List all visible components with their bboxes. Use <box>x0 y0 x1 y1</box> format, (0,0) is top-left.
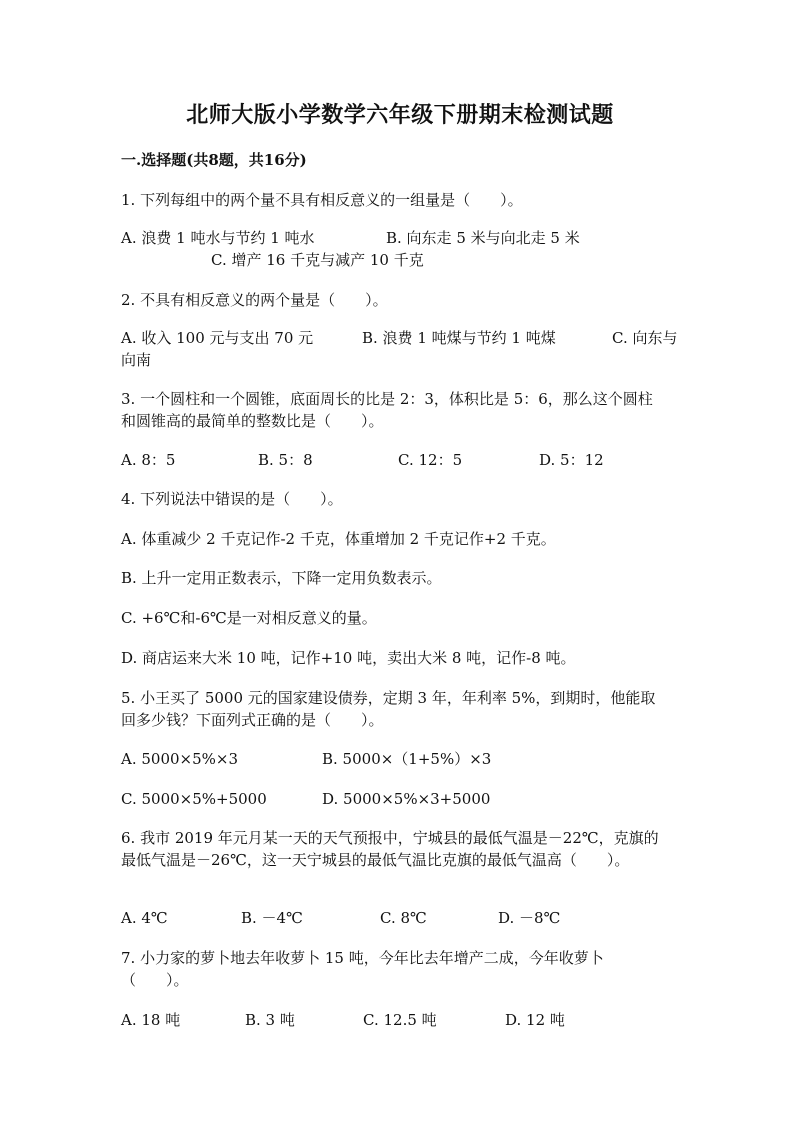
question-3-stem-line-2: 和圆锥高的最简单的整数比是（ ）。 <box>121 412 384 430</box>
question-5-stem-line-2: 回多少钱？下面列式正确的是（ ）。 <box>121 711 384 729</box>
question-1-option-b: B. 向东走 5 米与向北走 5 米 <box>386 229 580 247</box>
question-4-option-b: B. 上升一定用正数表示，下降一定用负数表示。 <box>121 569 442 587</box>
question-5-stem-line-1: 5. 小王买了 5000 元的国家建设债券，定期 3 年，年利率 5%，到期时，他能取 <box>121 689 656 707</box>
question-3-option-c: C. 12：5 <box>398 451 463 469</box>
question-2-stem: 2. 不具有相反意义的两个量是（ ）。 <box>121 291 388 309</box>
question-6-option-c: C. 8℃ <box>380 909 427 927</box>
question-5-option-b: B. 5000×（1+5%）×3 <box>322 750 492 768</box>
question-7-stem-line-2: （ ）。 <box>121 971 189 989</box>
question-4-option-d: D. 商店运来大米 10 吨，记作+10 吨，卖出大米 8 吨，记作-8 吨。 <box>121 649 576 667</box>
question-6-stem-line-2: 最低气温是－26℃，这一天宁城县的最低气温比克旗的最低气温高（ ）。 <box>121 851 630 869</box>
exam-title: 北师大版小学数学六年级下册期末检测试题 <box>186 102 614 128</box>
question-1-option-c: C. 增产 16 千克与减产 10 千克 <box>211 251 424 269</box>
question-7-option-a: A. 18 吨 <box>121 1011 181 1029</box>
question-4-option-a: A. 体重减少 2 千克记作-2 千克，体重增加 2 千克记作+2 千克。 <box>121 530 556 548</box>
question-7-stem-line-1: 7. 小力家的萝卜地去年收萝卜 15 吨，今年比去年增产二成，今年收萝卜 <box>121 949 604 967</box>
question-4-option-c: C. +6℃和-6℃是一对相反意义的量。 <box>121 609 377 627</box>
question-7-option-c: C. 12.5 吨 <box>363 1011 437 1029</box>
question-6-option-b: B. －4℃ <box>241 909 303 927</box>
question-2-option-c: C. 向东与 <box>612 329 678 347</box>
question-2-option-b: B. 浪费 1 吨煤与节约 1 吨煤 <box>362 329 556 347</box>
question-1-stem: 1. 下列每组中的两个量不具有相反意义的一组量是（ ）。 <box>121 191 523 209</box>
question-2-option-a: A. 收入 100 元与支出 70 元 <box>121 329 314 347</box>
question-5-option-d: D. 5000×5%×3+5000 <box>322 790 491 808</box>
question-3-option-a: A. 8：5 <box>121 451 176 469</box>
question-7-option-b: B. 3 吨 <box>245 1011 295 1029</box>
question-5-option-a: A. 5000×5%×3 <box>121 750 239 768</box>
question-6-option-d: D. －8℃ <box>498 909 561 927</box>
question-4-stem: 4. 下列说法中错误的是（ ）。 <box>121 490 343 508</box>
question-7-option-d: D. 12 吨 <box>505 1011 565 1029</box>
question-3-stem-line-1: 3. 一个圆柱和一个圆锥，底面周长的比是 2：3，体积比是 5：6，那么这个圆柱 <box>121 390 653 408</box>
question-6-option-a: A. 4℃ <box>121 909 168 927</box>
question-2-option-c-continued: 向南 <box>121 351 152 369</box>
question-3-option-b: B. 5：8 <box>258 451 313 469</box>
question-1-option-a: A. 浪费 1 吨水与节约 1 吨水 <box>121 229 315 247</box>
question-5-option-c: C. 5000×5%+5000 <box>121 790 267 808</box>
section-heading: 一.选择题(共8题，共16分) <box>121 151 307 169</box>
question-6-stem-line-1: 6. 我市 2019 年元月某一天的天气预报中，宁城县的最低气温是－22℃，克旗的 <box>121 829 659 847</box>
question-3-option-d: D. 5：12 <box>539 451 604 469</box>
